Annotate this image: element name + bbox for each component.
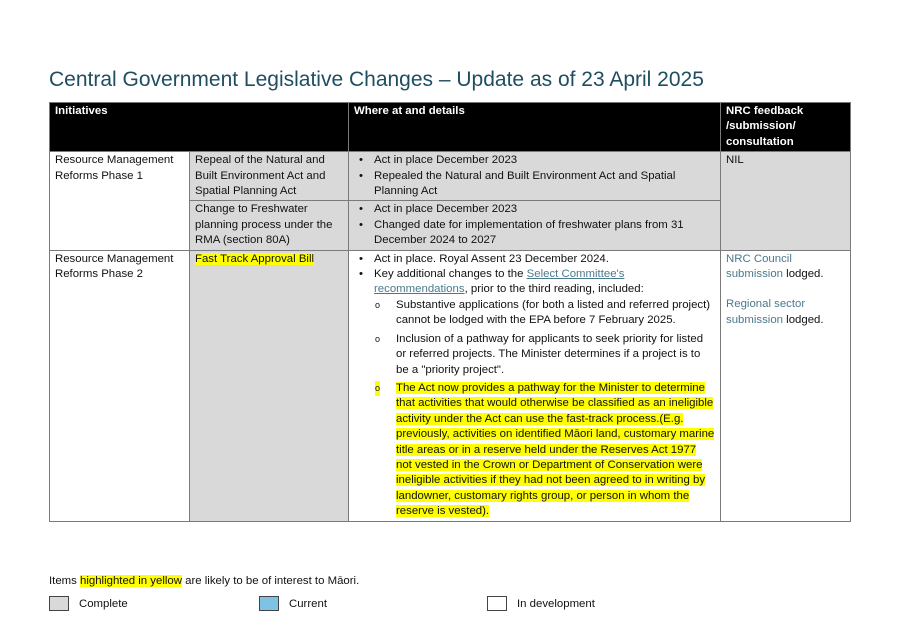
list-item: • Repealed the Natural and Built Environment Act and Spatial Planning Act bbox=[374, 169, 715, 200]
sub-list-item-text: The Act now provides a pathway for the Minister to determine that activities that would otherwise be classified as an ineligible activity under the Act can use the fast-track process.(E.g. previously, activities on identified Māori land, customary marine title areas or in a reserve held under the Reserves Act 1977 not vested in the Crown or Department of Conservation were ineligible activities if they had not been agreed to in writing by landowner, customary rights group, or person in whom the reserve is vested). bbox=[396, 381, 715, 518]
legend-label: In development bbox=[517, 597, 595, 610]
header-initiatives: Initiatives bbox=[50, 103, 349, 152]
sub-initiative-cell: Repeal of the Natural and Built Environment Act and Spatial Planning Act bbox=[190, 152, 349, 201]
sub-initiative-cell bbox=[190, 250, 349, 521]
legend-note-text: are likely to be of interest to Māori. bbox=[181, 575, 360, 587]
nrc-text: lodged. bbox=[783, 313, 824, 326]
page-title: Central Government Legislative Changes – Update as of 23 April 2025 bbox=[49, 68, 704, 91]
sub-list-item bbox=[375, 381, 715, 520]
circle-bullet-icon: o bbox=[375, 299, 381, 310]
legend-label: Current bbox=[289, 597, 327, 610]
list-item-text: Key additional changes to the bbox=[374, 268, 527, 281]
table-header-row bbox=[50, 103, 851, 152]
details-cell bbox=[349, 152, 721, 201]
complete-swatch bbox=[49, 596, 69, 611]
header-nrc: NRC feedback /submission/ consultation bbox=[721, 103, 851, 152]
circle-bullet-icon: o bbox=[375, 333, 381, 344]
list-item: • Act in place December 2023 bbox=[374, 202, 715, 217]
list-item-text: , prior to the third reading, included: bbox=[464, 283, 644, 296]
sub-list-item bbox=[375, 298, 715, 329]
sub-list-item-text: Inclusion of a pathway for applicants to seek priority for listed or referred projects. The Minister determines if a project is to be a "priority project". bbox=[396, 332, 704, 376]
sub-list-item-text: Substantive applications (for both a listed and referred project) cannot be lodged with the EPA before 7 February 2025. bbox=[396, 298, 711, 327]
initiative-cell: Resource Management Reforms Phase 2 bbox=[50, 250, 190, 521]
table-row bbox=[50, 250, 851, 521]
nrc-cell: NIL bbox=[721, 152, 851, 250]
highlighted-text: Fast Track Approval Bill bbox=[195, 252, 315, 265]
nrc-text: lodged. bbox=[783, 268, 824, 281]
table-row bbox=[50, 152, 851, 201]
nrc-council-submission-link[interactable]: NRC Council submission bbox=[726, 252, 792, 281]
list-item: • Act in place. Royal Assent 23 December 2024. bbox=[374, 252, 715, 267]
details-cell bbox=[349, 250, 721, 521]
legend-label: Complete bbox=[79, 597, 128, 610]
sub-initiative-cell: Change to Freshwater planning process under the RMA (section 80A) bbox=[190, 201, 349, 250]
sub-list-item bbox=[375, 332, 715, 378]
list-item: • Changed date for implementation of freshwater plans from 31 December 2024 to 2027 bbox=[374, 218, 715, 249]
details-cell bbox=[349, 201, 721, 250]
legend-note bbox=[49, 575, 359, 587]
legend-development bbox=[487, 596, 595, 611]
circle-bullet-icon: o bbox=[375, 381, 380, 396]
regional-sector-submission-link[interactable]: Regional sector submission bbox=[726, 298, 806, 326]
nrc-cell bbox=[721, 250, 851, 521]
header-where: Where at and details bbox=[349, 103, 721, 152]
legend-current bbox=[259, 596, 327, 611]
list-item bbox=[374, 267, 715, 520]
legislative-changes-table bbox=[49, 102, 851, 522]
legend-note-highlight: highlighted in yellow bbox=[80, 575, 182, 587]
list-item: • Act in place December 2023 bbox=[374, 153, 715, 168]
development-swatch bbox=[487, 596, 507, 611]
legend-complete bbox=[49, 596, 128, 611]
legend-note-text: Items bbox=[49, 575, 81, 587]
current-swatch bbox=[259, 596, 279, 611]
select-committee-link[interactable]: Select Committee's recommendations bbox=[374, 268, 625, 296]
initiative-cell: Resource Management Reforms Phase 1 bbox=[50, 152, 190, 250]
